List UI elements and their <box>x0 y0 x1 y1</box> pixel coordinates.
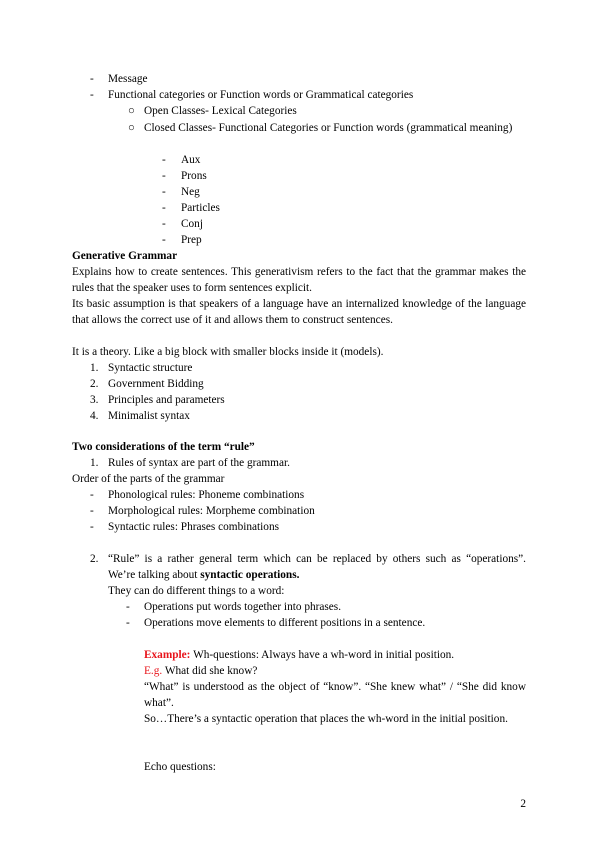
list-marker: - <box>126 601 130 613</box>
list-item: Neg <box>181 186 200 198</box>
list-item: Government Bidding <box>108 378 204 390</box>
list-marker: - <box>90 489 94 501</box>
list-marker: - <box>162 154 166 166</box>
paragraph: Its basic assumption is that speakers of a language have an internalized knowledge of the language that allows the correct use of it and allows them to construct sentences. <box>72 298 526 326</box>
list-marker: - <box>162 218 166 230</box>
list-item: Functional categories or Function words or Grammatical categories <box>108 89 414 101</box>
list-number: 2. <box>90 553 99 565</box>
list-marker: - <box>90 89 94 101</box>
list-number: 4. <box>90 410 99 422</box>
list-marker: - <box>162 186 166 198</box>
list-number: 1. <box>90 457 99 469</box>
list-number: 3. <box>90 394 99 406</box>
list-item: Particles <box>181 202 220 214</box>
list-marker: - <box>162 202 166 214</box>
circle-bullet: ○ <box>128 105 135 117</box>
list-item: Minimalist syntax <box>108 410 190 422</box>
section-heading: Generative Grammar <box>72 250 178 262</box>
page-number: 2 <box>520 798 526 810</box>
list-marker: - <box>90 521 94 533</box>
list-marker: - <box>90 505 94 517</box>
list-item: Morphological rules: Morpheme combination <box>108 505 315 517</box>
list-number: 1. <box>90 362 99 374</box>
list-item: Phonological rules: Phoneme combinations <box>108 489 305 501</box>
paragraph: They can do different things to a word: <box>108 585 285 597</box>
paragraph: So…There’s a syntactic operation that places the wh-word in the initial position. <box>144 713 508 725</box>
list-item: Conj <box>181 218 203 230</box>
list-item: Aux <box>181 154 201 166</box>
list-item: Prep <box>181 234 202 246</box>
list-item: “Rule” is a rather general term which can be replaced by others such as “operations”. <box>108 553 526 565</box>
list-item: Closed Classes- Functional Categories or Function words (grammatical meaning) <box>144 122 513 134</box>
list-item: Syntactic structure <box>108 362 193 374</box>
list-item: Operations move elements to different positions in a sentence. <box>144 617 426 629</box>
list-item: Rules of syntax are part of the grammar. <box>108 457 290 469</box>
paragraph: “What” is understood as the object of “know”. “She knew what” / “She did know what”. <box>144 681 526 709</box>
list-marker: - <box>162 170 166 182</box>
paragraph: Explains how to create sentences. This generativism refers to the fact that the grammar makes the rules that the speaker uses to form sentences explicit. <box>72 266 526 294</box>
list-item: Open Classes- Lexical Categories <box>144 105 297 117</box>
list-marker: - <box>90 73 94 85</box>
example-line: Example: Wh-questions: Always have a wh-word in initial position. <box>144 649 455 661</box>
example-line: E.g. What did she know? <box>144 665 258 677</box>
circle-bullet: ○ <box>128 122 135 134</box>
paragraph: Order of the parts of the grammar <box>72 473 225 485</box>
list-marker: - <box>162 234 166 246</box>
paragraph: Echo questions: <box>144 761 216 773</box>
paragraph: We’re talking about syntactic operations. <box>108 569 300 581</box>
section-heading: Two considerations of the term “rule” <box>72 441 255 453</box>
list-item: Prons <box>181 170 207 182</box>
list-item: Message <box>108 73 148 85</box>
list-number: 2. <box>90 378 99 390</box>
list-marker: - <box>126 617 130 629</box>
list-item: Principles and parameters <box>108 394 225 406</box>
list-item: Syntactic rules: Phrases combinations <box>108 521 279 533</box>
list-item: Operations put words together into phrases. <box>144 601 342 613</box>
paragraph: It is a theory. Like a big block with smaller blocks inside it (models). <box>72 346 384 358</box>
